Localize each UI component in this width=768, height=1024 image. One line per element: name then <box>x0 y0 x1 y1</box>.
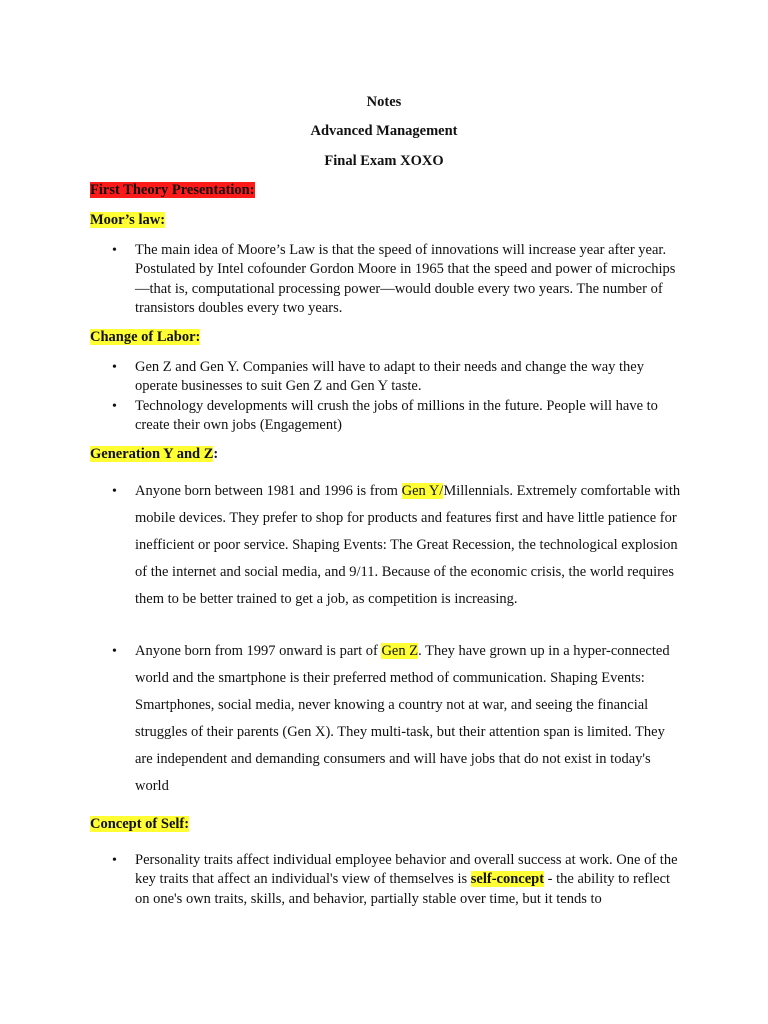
generation-bullet-1-post: Millennials. Extremely comfortable with mobile devices. They prefer to shop for products and features first and have little patience for inefficient or poor service. Shaping Events: The Great Recession, the technological explosion of the internet and social media, and 9/11. Because of the economic crisis, the world requires them to be better trained to get a job, as competition is increasing. <box>135 483 681 607</box>
generation-bullet-2-post: . They have grown up in a hyper-connected world and the smartphone is their preferred method of communication. Shaping Events: Smartphones, social media, never knowing a country not at war, and seeing the financial struggles of their parents (Gen X). They multi-task, but their attention span is limited. They are independent and demanding consumers and will have jobs that do not exist in today's world <box>135 643 670 794</box>
change-of-labor-bullet-2: Technology developments will crush the jobs of millions in the future. People will have to create their own jobs (Engagement) <box>135 398 658 434</box>
generation-heading-colon: : <box>213 446 219 462</box>
first-theory-heading-text: First Theory Presentation: <box>90 182 255 198</box>
change-of-labor-bullet-1: Gen Z and Gen Y. Companies will have to adapt to their needs and change the way they operate businesses to suit Gen Z and Gen Y taste. <box>135 359 644 395</box>
concept-of-self-heading <box>90 815 189 833</box>
doc-title-exam: Final Exam XOXO <box>324 153 444 169</box>
bullet-icon: • <box>112 243 117 258</box>
gen-y-highlight: Gen Y/ <box>401 483 444 499</box>
concept-of-self-bullet-1-pre: Personality traits affect individual employee behavior and overall success at work. One of the key traits that affect an individual's view of themselves is <box>135 852 678 888</box>
concept-of-self-heading-text: Concept of Self: <box>90 816 190 832</box>
bullet-icon: • <box>112 853 117 868</box>
generation-bullet-2-pre: Anyone born from 1997 onward is part of <box>135 643 382 659</box>
bullet-icon: • <box>112 484 117 499</box>
gen-z-highlight: Gen Z <box>381 643 419 659</box>
self-concept-highlight: self-concept <box>470 871 545 888</box>
doc-title-notes: Notes <box>366 94 402 110</box>
generation-heading <box>90 445 218 463</box>
generation-bullet-1-pre: Anyone born between 1981 and 1996 is from <box>135 483 402 499</box>
concept-of-self-bullet-1 <box>135 851 683 909</box>
generation-heading-text: Generation Y and Z <box>90 446 214 462</box>
generation-bullet-2 <box>135 638 683 800</box>
concept-of-self-bullet-1-post: - the ability to reflect on one's own traits, skills, and behavior, partially stable over time, but it tends to <box>135 871 671 907</box>
moores-law-heading-text: Moor’s law: <box>90 212 166 228</box>
bullet-icon: • <box>112 360 117 375</box>
bullet-icon: • <box>112 399 117 414</box>
first-theory-heading <box>90 181 255 199</box>
doc-title-course: Advanced Management <box>310 123 458 139</box>
moores-law-heading <box>90 211 165 229</box>
change-of-labor-heading-text: Change of Labor: <box>90 329 201 345</box>
moores-law-bullet-1: The main idea of Moore’s Law is that the speed of innovations will increase year after year. Postulated by Intel cofounder Gordon Moore in 1965 that the speed and power of microchips—that is, computational processing power—would double every two years. The number of transistors doubles every two years. <box>135 242 676 316</box>
change-of-labor-heading <box>90 328 200 346</box>
generation-bullet-1 <box>135 478 683 613</box>
bullet-icon: • <box>112 644 117 659</box>
